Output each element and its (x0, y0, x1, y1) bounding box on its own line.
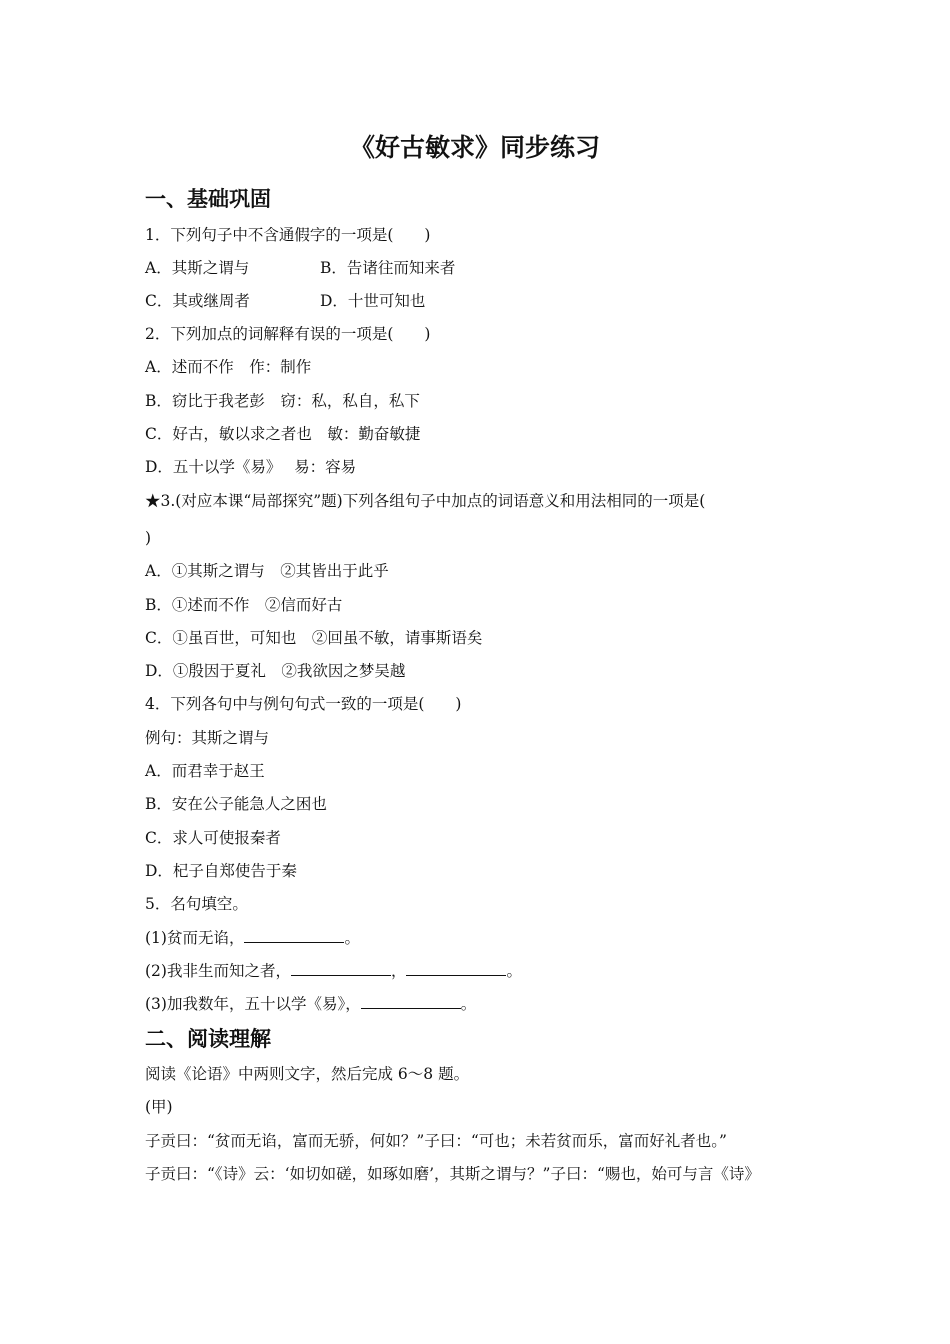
section-heading-basic: 一、基础巩固 (145, 187, 271, 211)
question-2-option-a: A．述而不作 作：制作 (145, 358, 312, 376)
question-3-stem-end: ) (145, 529, 152, 547)
question-4-stem: 4．下列各句中与例句句式一致的一项是( ) (145, 695, 462, 713)
question-2-option-b: B．窃比于我老彭 窃：私，私自，私下 (145, 392, 420, 410)
question-5-item-1-text: (1)贫而无谄， (145, 929, 245, 947)
section-heading-reading: 二、阅读理解 (145, 1027, 271, 1051)
question-3-option-a: A．①其斯之谓与 ②其皆出于此乎 (145, 562, 389, 580)
question-5-item-2 (145, 960, 522, 982)
question-5-item-3-text: (3)加我数年，五十以学《易》， (145, 995, 361, 1013)
question-1-option-a: A．其斯之谓与 (145, 259, 250, 277)
reading-intro: 阅读《论语》中两则文字，然后完成 6～8 题。 (145, 1065, 470, 1083)
question-5-item-2-mid: ， (390, 962, 407, 980)
reading-paragraph-1: 子贡曰：“贫而无谄，富而无骄，何如？”子曰：“可也；未若贫而乐，富而好礼者也。” (145, 1132, 727, 1150)
question-5-item-3 (145, 993, 476, 1015)
fill-blank[interactable] (291, 961, 391, 976)
question-5-item-1-end: 。 (344, 929, 360, 947)
question-5-item-1 (145, 927, 360, 949)
question-2-stem: 2．下列加点的词解释有误的一项是( ) (145, 325, 431, 343)
fill-blank[interactable] (361, 994, 461, 1009)
reading-part-label: (甲) (145, 1098, 173, 1116)
question-5-stem: 5．名句填空。 (145, 895, 248, 913)
question-4-option-c: C．求人可使报秦者 (145, 829, 281, 847)
question-3-option-d: D．①殷因于夏礼 ②我欲因之梦吴越 (145, 662, 406, 680)
reading-paragraph-2: 子贡曰：“《诗》云：‘如切如磋，如琢如磨’，其斯之谓与？”子曰：“赐也，始可与言《诗》 (145, 1165, 760, 1183)
question-2-option-d: D．五十以学《易》 易：容易 (145, 458, 357, 476)
question-2-option-c: C．好古，敏以求之者也 敏：勤奋敏捷 (145, 425, 421, 443)
question-4-option-a: A．而君幸于赵王 (145, 762, 265, 780)
question-3-option-c: C．①虽百世，可知也 ②回虽不敏，请事斯语矣 (145, 629, 483, 647)
question-5-item-2-text: (2)我非生而知之者， (145, 962, 291, 980)
question-5-item-3-end: 。 (460, 995, 477, 1013)
question-1-stem: 1．下列句子中不含通假字的一项是( ) (145, 226, 431, 244)
question-1-option-d: D．十世可知也 (320, 292, 426, 310)
page-title: 《好古敏求》同步练习 (349, 133, 600, 162)
fill-blank[interactable] (244, 928, 344, 943)
question-4-option-b: B．安在公子能急人之困也 (145, 795, 327, 813)
question-4-example: 例句：其斯之谓与 (145, 729, 270, 747)
question-3-stem: ★3.(对应本课“局部探究”题)下列各组句子中加点的词语意义和用法相同的一项是( (145, 492, 706, 510)
question-1-option-c: C．其或继周者 (145, 292, 250, 310)
fill-blank[interactable] (406, 961, 506, 976)
question-1-option-b: B．告诸往而知来者 (320, 259, 456, 277)
question-5-item-2-end: 。 (506, 962, 522, 980)
question-4-option-d: D．杞子自郑使告于秦 (145, 862, 297, 880)
question-3-option-b: B．①述而不作 ②信而好古 (145, 596, 343, 614)
